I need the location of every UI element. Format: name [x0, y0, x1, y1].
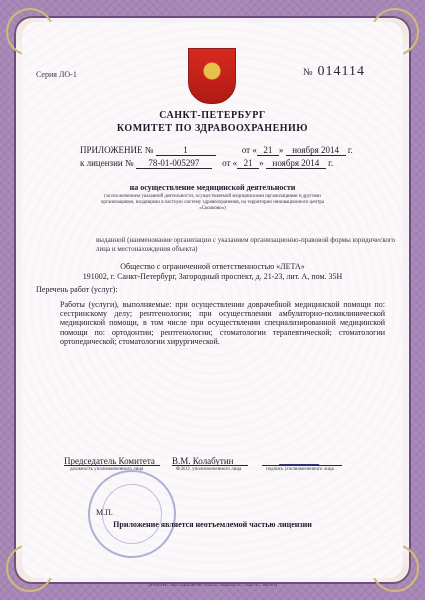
license-row [80, 158, 333, 169]
appendix-year-suffix: г. [347, 145, 353, 155]
coat-of-arms-icon [188, 48, 236, 104]
signature-caption: подпись уполномоченного лица [266, 467, 334, 472]
appendix-date-mid: » [278, 145, 284, 155]
license-month-year: ноября 2014 [266, 158, 326, 169]
document-number [303, 64, 365, 80]
appendix-month-year: ноября 2014 [286, 145, 346, 156]
printer-line: «ЛЭСКАРТ» Типография ФГУП «Гознак». Лицензия №... Заказ №... ПК-2014 [147, 583, 278, 587]
eagle-icon [199, 59, 225, 89]
number-value: 014114 [317, 64, 365, 79]
works-text: Работы (услуги), выполняемые: при осуществлении доврачебной медицинской помощи по: сестринскому делу; рентгенологии; при осуществлении амбулаторно-поликлинической медицинской помощи, в том числе при осуществлении специализированной медицинской помощи по: ортодонтии; рентгенологии; стоматологии терапевтической; стоматологии ортопедической; стоматологии хирургической. [60, 300, 385, 346]
appendix-row [80, 145, 353, 156]
signatory-position: Председатель Комитета [64, 456, 155, 466]
series-label: Серия ЛО-1 [36, 70, 77, 79]
appendix-label: ПРИЛОЖЕНИЕ № [80, 145, 154, 155]
footer-note: Приложение является неотъемлемой частью лицензии [113, 520, 312, 529]
position-caption: должность уполномоченного лица [70, 467, 144, 472]
works-label: Перечень работ (услуг): [36, 285, 118, 294]
signature-icon [279, 448, 325, 465]
name-caption: Ф.И.О. уполномоченного лица [176, 467, 242, 472]
appendix-date-prefix: от « [241, 145, 257, 155]
license-date-prefix: от « [222, 158, 238, 168]
organization-name: Общество с ограниченной ответственностью «ЛЕТА» [120, 262, 305, 271]
appendix-day: 21 [257, 145, 279, 156]
signature-line [262, 465, 342, 466]
activity-note: (за исключением указанной деятельности, осуществляемой медицинскими организациями и другими организациями, входящими в частную систему здравоохранения, на территории инновационного центра «Сколково») [100, 194, 325, 211]
license-year-suffix: г. [328, 158, 334, 168]
name-line [172, 465, 248, 466]
position-line [64, 465, 160, 466]
signatory-name: В.М. Колабутин [172, 456, 234, 466]
organization-address: 191002, г. Санкт-Петербург, Загородный проспект, д. 21-23, лит. А, пом. 35Н [82, 272, 343, 281]
license-date-mid: » [259, 158, 264, 168]
license-number: 78-01-005297 [136, 158, 212, 169]
stamp-label: М.П. [96, 508, 113, 517]
number-prefix: № [302, 67, 314, 78]
license-day: 21 [237, 158, 259, 169]
city-title: САНКТ-ПЕТЕРБУРГ [159, 110, 266, 121]
license-label: к лицензии № [80, 158, 134, 168]
authority-title: КОМИТЕТ ПО ЗДРАВООХРАНЕНИЮ [116, 123, 309, 134]
activity-title: на осуществление медицинской деятельности [129, 183, 296, 192]
appendix-number: 1 [156, 145, 216, 156]
issued-caption: выданной (наименование организации с указанием организационно-правовой формы юридического лица и местонахождения объекта) [96, 236, 396, 253]
